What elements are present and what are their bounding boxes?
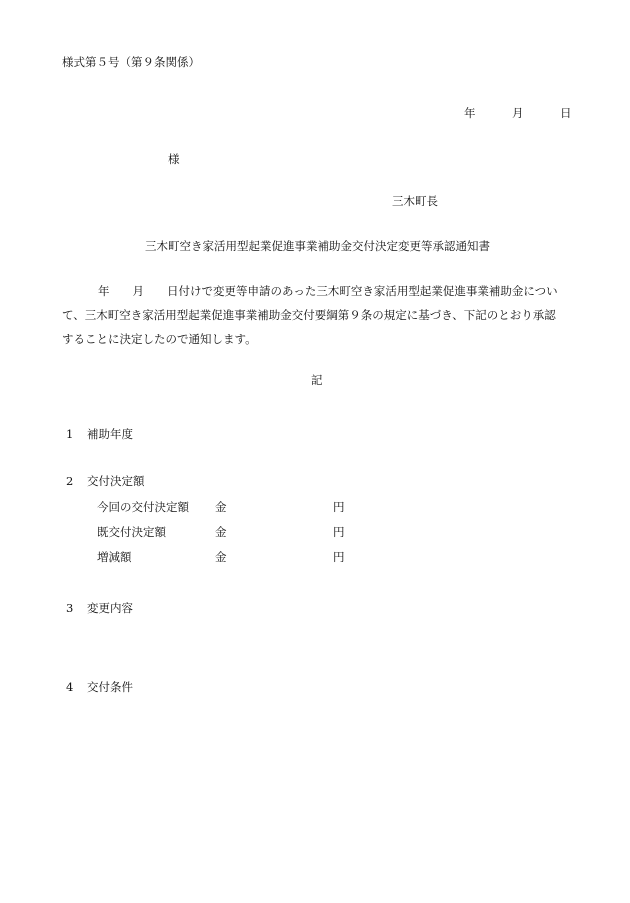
amount-label: 既交付決定額 — [97, 525, 166, 539]
date-year: 年 — [464, 106, 476, 120]
form-number: 様式第５号（第９条関係） — [62, 55, 200, 69]
item-number: 1 — [66, 427, 74, 441]
amount-row — [97, 502, 397, 516]
document-title: 三木町空き家活用型起業促進事業補助金交付決定変更等承認通知書 — [145, 239, 490, 253]
body-line-3: することに決定したので通知します。 — [62, 332, 257, 346]
ki-heading: 記 — [311, 373, 323, 387]
item-number: 4 — [66, 680, 74, 694]
amount-yen: 円 — [333, 500, 345, 514]
amount-label: 今回の交付決定額 — [97, 500, 189, 514]
amount-yen: 円 — [333, 550, 345, 564]
recipient-suffix: 様 — [168, 152, 180, 166]
amount-yen: 円 — [333, 525, 345, 539]
item-label: 交付決定額 — [87, 474, 145, 488]
amount-label: 増減額 — [97, 550, 132, 564]
item-number: 2 — [66, 474, 74, 488]
amount-kin: 金 — [215, 550, 227, 564]
amount-kin: 金 — [215, 500, 227, 514]
date-day: 日 — [560, 106, 572, 120]
item-number: 3 — [66, 601, 74, 615]
body-line-2: て、三木町空き家活用型起業促進事業補助金交付要綱第９条の規定に基づき、下記のとおり承認 — [62, 308, 556, 322]
amount-row — [97, 552, 397, 566]
body-line-1: 年 月 日付けで変更等申請のあった三木町空き家活用型起業促進事業補助金につい — [98, 284, 558, 298]
amount-row — [97, 527, 397, 541]
item-label: 補助年度 — [87, 427, 133, 441]
amount-kin: 金 — [215, 525, 227, 539]
issuer: 三木町長 — [392, 194, 438, 208]
item-label: 変更内容 — [87, 601, 133, 615]
item-label: 交付条件 — [87, 680, 133, 694]
body-paragraph — [62, 279, 582, 351]
date-month: 月 — [512, 106, 524, 120]
